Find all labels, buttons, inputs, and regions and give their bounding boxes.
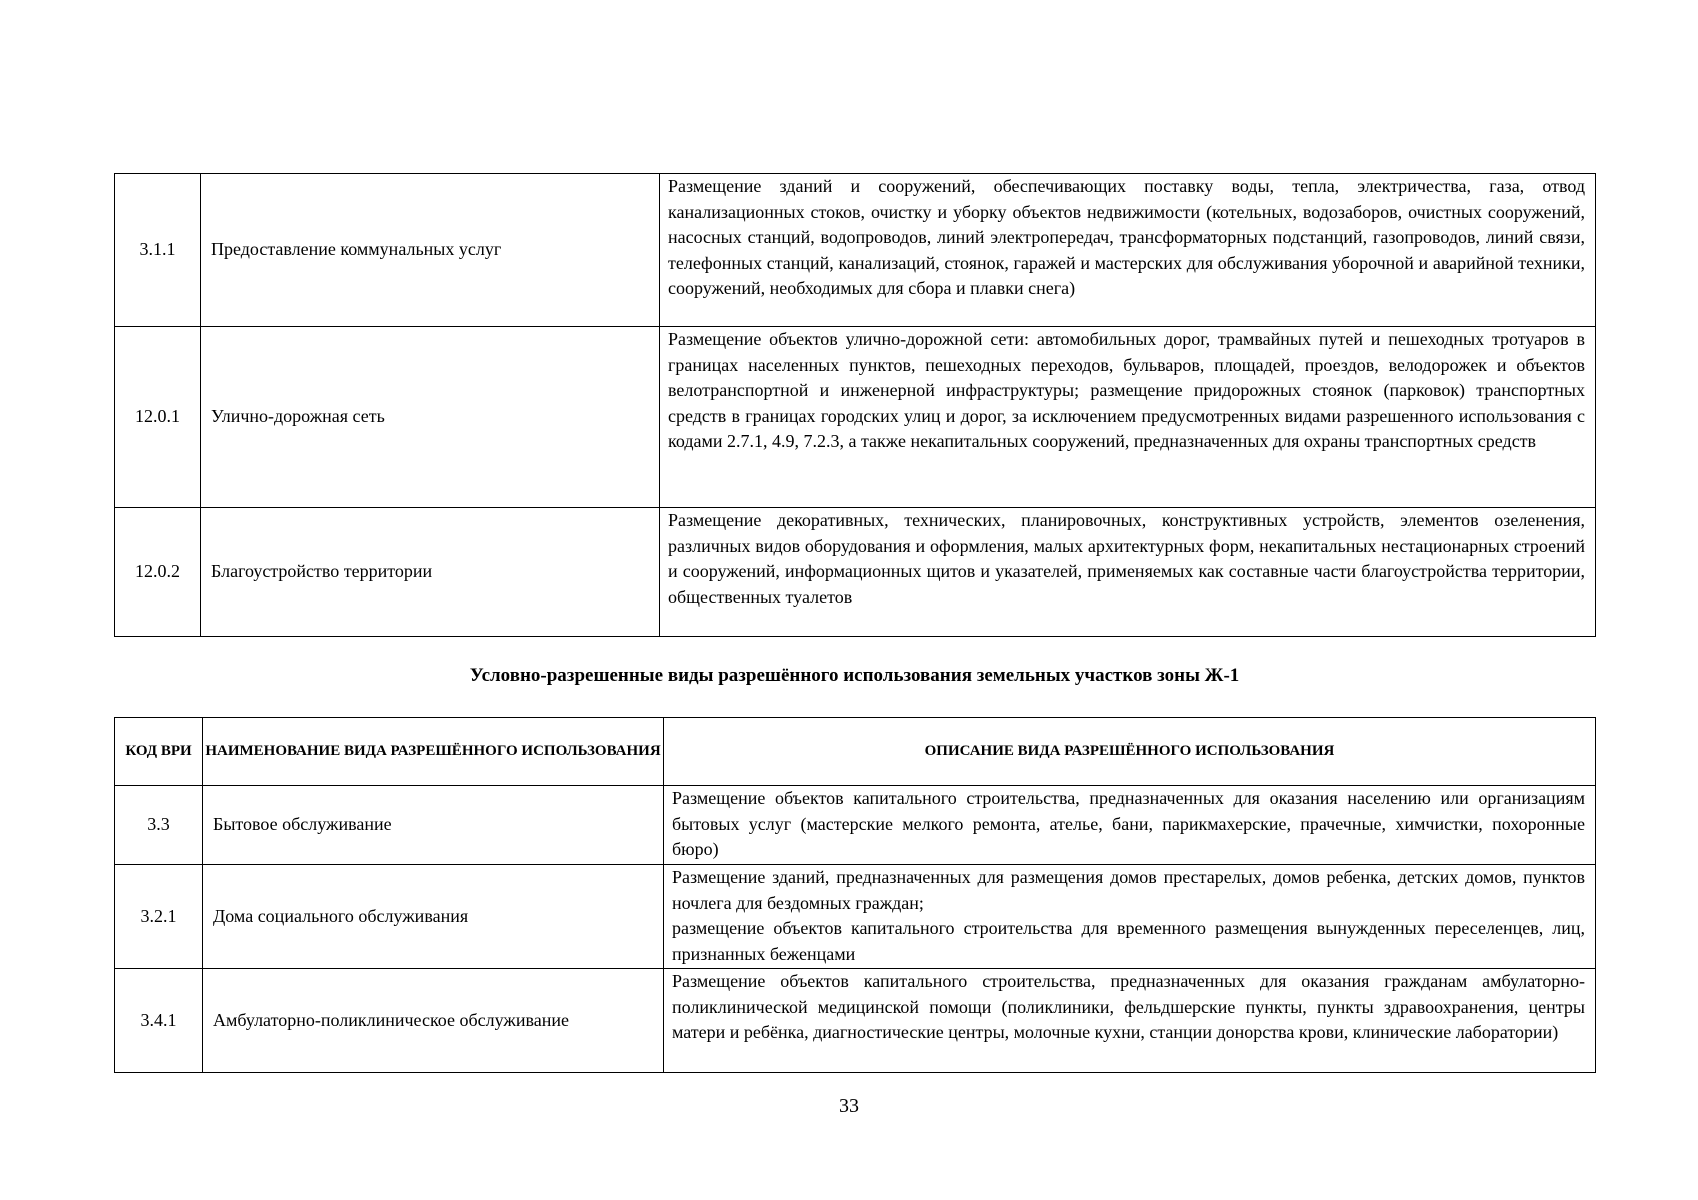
description-paragraph: Размещение зданий, предназначенных для размещения домов престарелых, домов ребенка, детских домов, пунктов ночлега для бездомных граждан; <box>672 867 1585 913</box>
use-name: Улично-дорожная сеть <box>201 327 660 508</box>
use-description <box>664 969 1596 1073</box>
table-row <box>115 969 1596 1073</box>
section-heading: Условно-разрешенные виды разрешённого использования земельных участков зоны Ж-1 <box>469 665 1240 686</box>
description-paragraph: Размещение объектов улично-дорожной сети: автомобильных дорог, трамвайных путей и пешеходных тротуаров в границах населенных пунктов, пешеходных переходов, бульваров, площадей, проездов, велодорожек и объектов велотранспортной и инженерной инфраструктуры; размещение придорожных стоянок (парковок) транспортных средств в границах городских улиц и дорог, за исключением предусмотренных видами разрешенного использования с кодами 2.7.1, 4.9, 7.2.3, а также некапитальных сооружений, предназначенных для охраны транспортных средств <box>668 329 1585 451</box>
description-paragraph: Размещение декоративных, технических, планировочных, конструктивных устройств, элементов озеленения, различных видов оборудования и оформления, малых архитектурных форм, некапитальных нестационарных строений и сооружений, информационных щитов и указателей, применяемых как составные части благоустройства территории, общественных туалетов <box>668 510 1585 607</box>
description-paragraph: Размещение объектов капитального строительства, предназначенных для оказания гражданам амбулаторно-поликлинической медицинской помощи (поликлиники, фельдшерские пункты, пункты здравоохранения, центры матери и ребёнка, диагностические центры, молочные кухни, станции донорства крови, клинические лаборатории) <box>672 971 1585 1042</box>
use-description <box>664 786 1596 865</box>
use-name: Амбулаторно-поликлиническое обслуживание <box>203 969 664 1073</box>
page-number: 33 <box>839 1095 859 1117</box>
table-row <box>115 865 1596 969</box>
use-description <box>660 508 1596 637</box>
use-code: 3.4.1 <box>115 969 203 1073</box>
use-code: 3.3 <box>115 786 203 865</box>
header-code: КОД ВРИ <box>115 718 203 786</box>
use-name: Бытовое обслуживание <box>203 786 664 865</box>
use-name: Благоустройство территории <box>201 508 660 637</box>
header-description: ОПИСАНИЕ ВИДА РАЗРЕШЁННОГО ИСПОЛЬЗОВАНИЯ <box>664 718 1596 786</box>
table-header-row <box>115 718 1596 786</box>
conditionally-permitted-uses-table <box>114 717 1596 1073</box>
table-row <box>115 786 1596 865</box>
table-row <box>115 327 1596 508</box>
use-description <box>660 327 1596 508</box>
use-name: Дома социального обслуживания <box>203 865 664 969</box>
use-code: 12.0.1 <box>115 327 201 508</box>
use-code: 3.2.1 <box>115 865 203 969</box>
description-paragraph: размещение объектов капитального строительства для временного размещения вынужденных переселенцев, лиц, признанных беженцами <box>672 918 1585 964</box>
table-row <box>115 174 1596 327</box>
description-paragraph: Размещение объектов капитального строительства, предназначенных для оказания населению или организациям бытовых услуг (мастерские мелкого ремонта, ателье, бани, парикмахерские, прачечные, химчистки, похоронные бюро) <box>672 788 1585 859</box>
use-code: 12.0.2 <box>115 508 201 637</box>
use-description <box>664 865 1596 969</box>
table-row <box>115 508 1596 637</box>
use-name: Предоставление коммунальных услуг <box>201 174 660 327</box>
permitted-uses-table <box>114 173 1596 637</box>
header-name: НАИМЕНОВАНИЕ ВИДА РАЗРЕШЁННОГО ИСПОЛЬЗОВАНИЯ <box>203 718 664 786</box>
use-description <box>660 174 1596 327</box>
use-code: 3.1.1 <box>115 174 201 327</box>
description-paragraph: Размещение зданий и сооружений, обеспечивающих поставку воды, тепла, электричества, газа, отвод канализационных стоков, очистку и уборку объектов недвижимости (котельных, водозаборов, очистных сооружений, насосных станций, водопроводов, линий электропередач, трансформаторных подстанций, газопроводов, линий связи, телефонных станций, канализаций, стоянок, гаражей и мастерских для обслуживания уборочной и аварийной техники, сооружений, необходимых для сбора и плавки снега) <box>668 176 1585 298</box>
